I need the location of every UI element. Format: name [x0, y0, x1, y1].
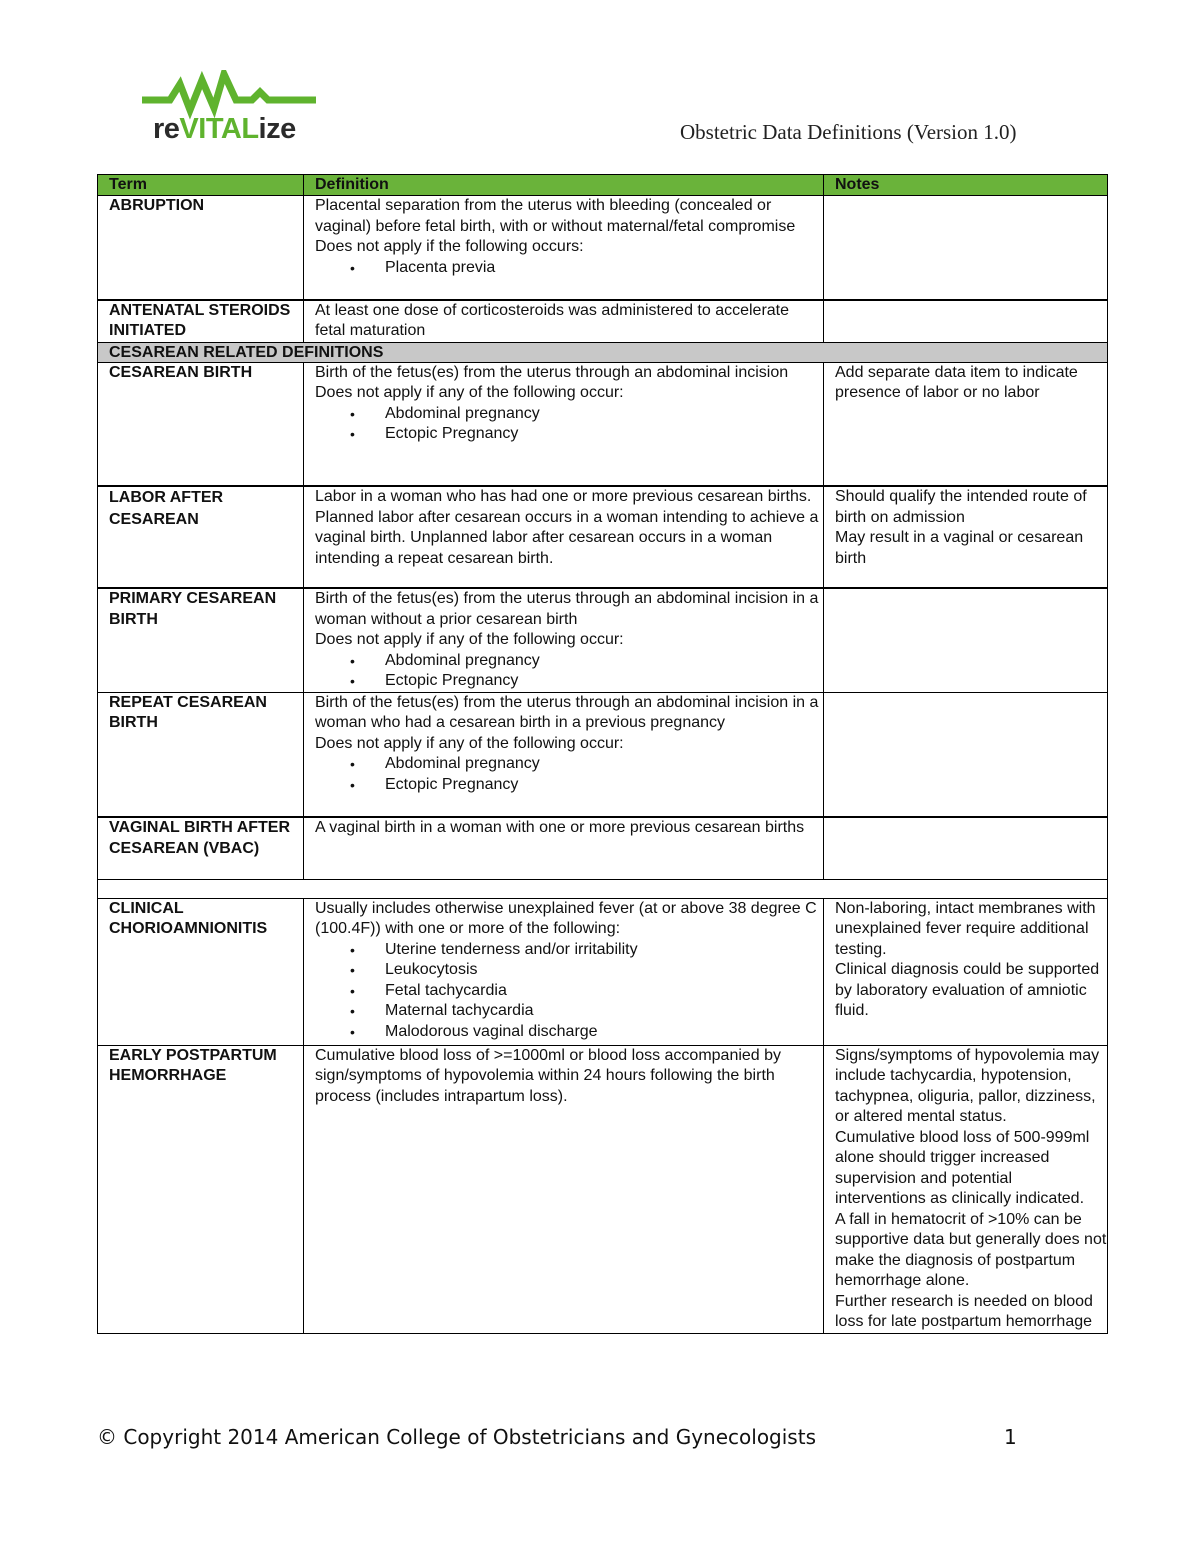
- notes-text: Signs/symptoms of hypovolemia may include tachycardia, hypotension, tachypnea, oliguria, pallor, dizziness, or altered mental status.: [835, 1046, 1100, 1125]
- notes-cell: Add separate data item to indicate presence of labor or no labor: [824, 362, 1108, 486]
- list-item: • Malodorous vaginal discharge: [385, 1022, 823, 1043]
- list-item: • Maternal tachycardia: [385, 1001, 823, 1022]
- bullet-list: [315, 940, 823, 1043]
- list-item: • Fetal tachycardia: [385, 981, 823, 1002]
- definition-cell: [304, 362, 824, 486]
- table-row: [98, 898, 1108, 1045]
- logo-wordmark: reVITALize: [153, 113, 296, 145]
- term-cell: LABOR AFTER CESAREAN: [98, 486, 304, 588]
- list-item: • Ectopic Pregnancy: [385, 671, 823, 692]
- list-item: • Abdominal pregnancy: [385, 754, 823, 775]
- notes-cell: [824, 300, 1108, 343]
- table-row: [98, 817, 1108, 879]
- table-row: [98, 486, 1108, 588]
- term-cell: EARLY POSTPARTUM HEMORRHAGE: [98, 1045, 304, 1333]
- bullet-list: [315, 404, 823, 445]
- spacer-cell: [98, 879, 1108, 898]
- definition-cell: [304, 692, 824, 817]
- definition-exclusion: Does not apply if the following occurs:: [315, 238, 584, 255]
- notes-text: Cumulative blood loss of 500-999ml alone should trigger increased supervision and potential interventions as clinically indicated.: [835, 1128, 1090, 1207]
- table-row: [98, 1045, 1108, 1333]
- definition-cell: Labor in a woman who has had one or more previous cesarean births. Planned labor after cesarean occurs in a woman intending to achieve a vaginal birth. Unplanned labor after cesarean occurs in a woman intending a repeat cesarean birth.: [304, 486, 824, 588]
- notes-text: May result in a vaginal or cesarean birth: [835, 529, 1084, 567]
- bullet-list: [315, 754, 823, 795]
- table-header-row: [98, 175, 1108, 196]
- definition-exclusion: Does not apply if any of the following occur:: [315, 734, 624, 752]
- term-cell: PRIMARY CESAREAN BIRTH: [98, 588, 304, 692]
- page-number: 1: [1004, 1425, 1017, 1449]
- definition-cell: Cumulative blood loss of >=1000ml or blood loss accompanied by sign/symptoms of hypovolemia within 24 hours following the birth process (includes intrapartum loss).: [304, 1045, 824, 1333]
- definitions-table: [97, 174, 1108, 1334]
- list-item: • Leukocytosis: [385, 960, 823, 981]
- definition-exclusion: Does not apply if any of the following occur:: [315, 631, 624, 648]
- table-row: [98, 362, 1108, 486]
- revitalize-logo: [140, 70, 320, 145]
- definition-text: Birth of the fetus(es) from the uterus through an abdominal incision in a woman without a prior cesarean birth: [315, 590, 819, 628]
- definition-cell: [304, 898, 824, 1045]
- definition-cell: At least one dose of corticosteroids was administered to accelerate fetal maturation: [304, 300, 824, 343]
- table-row: [98, 692, 1108, 817]
- table-row: [98, 196, 1108, 300]
- term-cell: CLINICAL CHORIOAMNIONITIS: [98, 898, 304, 1045]
- definition-text: Usually includes otherwise unexplained fever (at or above 38 degree C (100.4F)) with one or more of the following:: [315, 899, 817, 937]
- spacer-row: [98, 879, 1108, 898]
- bullet-list: [315, 651, 823, 692]
- table-row: [98, 300, 1108, 343]
- header-term: Term: [98, 175, 304, 196]
- notes-cell: [824, 817, 1108, 879]
- table-row: [98, 588, 1108, 692]
- list-item: • Placenta previa: [385, 258, 823, 279]
- notes-text: Further research is needed on blood loss for late postpartum hemorrhage: [835, 1292, 1093, 1330]
- definition-exclusion: Does not apply if any of the following occur:: [315, 384, 624, 401]
- notes-text: Clinical diagnosis could be supported by laboratory evaluation of amniotic fluid.: [835, 961, 1100, 1019]
- notes-cell: [824, 898, 1108, 1045]
- notes-text: Non-laboring, intact membranes with unexplained fever require additional testing.: [835, 899, 1096, 958]
- definition-text: Birth of the fetus(es) from the uterus through an abdominal incision: [315, 363, 789, 381]
- notes-cell: [824, 196, 1108, 300]
- notes-text: Should qualify the intended route of birth on admission: [835, 488, 1087, 526]
- definition-cell: [304, 196, 824, 300]
- header-notes: Notes: [824, 175, 1108, 196]
- copyright-footer: © Copyright 2014 American College of Obstetricians and Gynecologists: [97, 1425, 816, 1449]
- definition-text: Birth of the fetus(es) from the uterus through an abdominal incision in a woman who had a cesarean birth in a previous pregnancy: [315, 693, 819, 731]
- list-item: • Abdominal pregnancy: [385, 651, 823, 672]
- notes-cell: [824, 486, 1108, 588]
- notes-text: A fall in hematocrit of >10% can be supportive data but generally does not make the diagnosis of postpartum hemorrhage alone.: [835, 1210, 1107, 1289]
- list-item: • Ectopic Pregnancy: [385, 775, 823, 796]
- term-cell: CESAREAN BIRTH: [98, 362, 304, 486]
- definition-text: Placental separation from the uterus with bleeding (concealed or vaginal) before fetal birth, with or without maternal/fetal compromise: [315, 197, 796, 235]
- notes-cell: [824, 692, 1108, 817]
- definition-cell: A vaginal birth in a woman with one or more previous cesarean births: [304, 817, 824, 879]
- definition-cell: [304, 588, 824, 692]
- header-definition: Definition: [304, 175, 824, 196]
- list-item: • Uterine tenderness and/or irritability: [385, 940, 823, 961]
- bullet-list: [315, 258, 823, 279]
- term-cell: VAGINAL BIRTH AFTER CESAREAN (VBAC): [98, 817, 304, 879]
- section-heading: CESAREAN RELATED DEFINITIONS: [98, 342, 1108, 362]
- section-row: [98, 342, 1108, 362]
- term-cell: REPEAT CESAREAN BIRTH: [98, 692, 304, 817]
- notes-cell: [824, 1045, 1108, 1333]
- term-cell: ABRUPTION: [98, 196, 304, 300]
- list-item: • Ectopic Pregnancy: [385, 424, 823, 445]
- list-item: • Abdominal pregnancy: [385, 404, 823, 425]
- term-cell: ANTENATAL STEROIDS INITIATED: [98, 300, 304, 343]
- document-title: Obstetric Data Definitions (Version 1.0): [680, 120, 1017, 144]
- notes-cell: [824, 588, 1108, 692]
